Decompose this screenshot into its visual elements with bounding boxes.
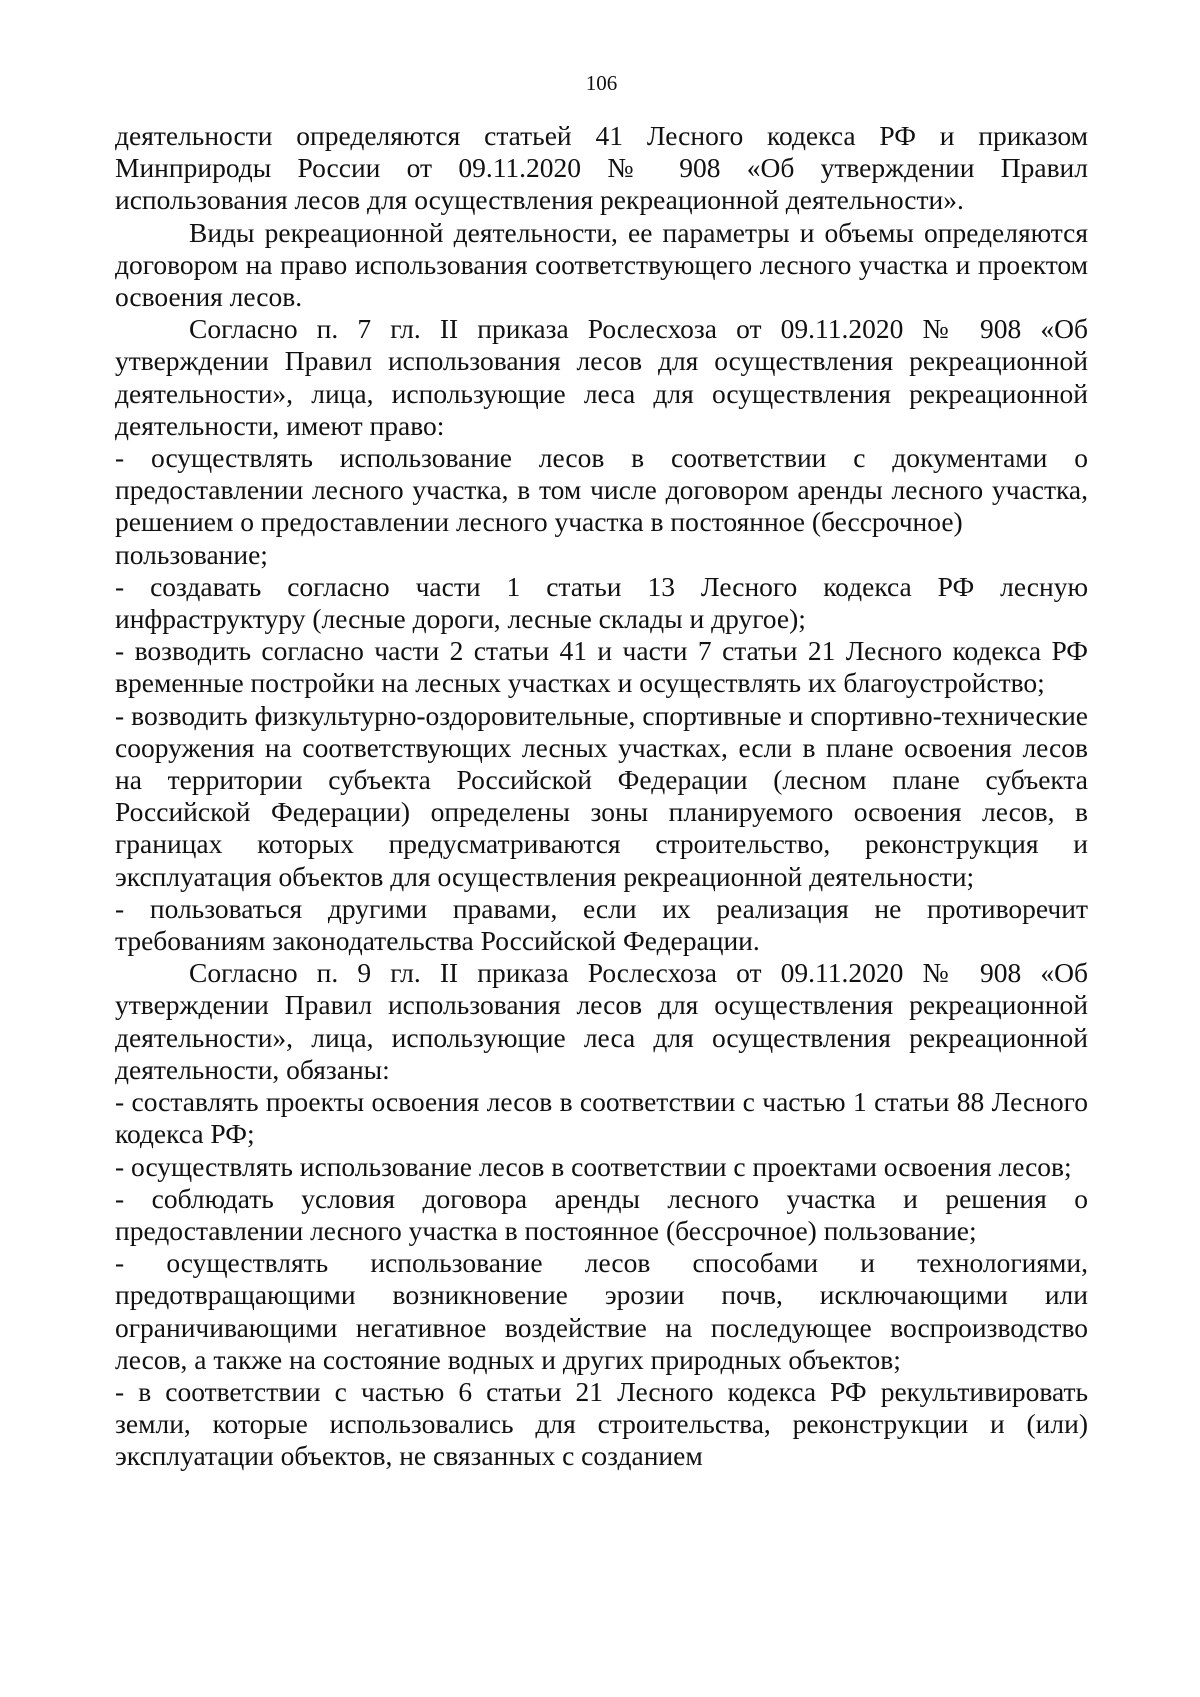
list-item-right-temporary-buildings: - возводить согласно части 2 статьи 41 и части 7 статьи 21 Лесного кодекса РФ временные постройки на лесных участках и осуществлять их благоустройство; — [115, 635, 1088, 699]
list-item-duty-projects: - составлять проекты освоения лесов в соответствии с частью 1 статьи 88 Лесного кодекса РФ; — [115, 1086, 1088, 1150]
list-item-right-infrastructure: - создавать согласно части 1 статьи 13 Лесного кодекса РФ лесную инфраструктуру (лесные дороги, лесные склады и другое); — [115, 570, 1088, 635]
list-item-right-use-forests: - осуществлять использование лесов в соответствии с документами о предоставлении лесного участка, в том числе договором аренды лесного участка, решением о предоставлении лесного участка в постоянное (бессрочное) — [115, 442, 1088, 538]
list-item-duty-erosion-prevention: - осуществлять использование лесов способами и технологиями, предотвращающими возникновение эрозии почв, исключающими или ограничивающими негативное воздействие на последующее воспроизводство лесов, а также на состояние водных и других природных объектов; — [115, 1247, 1088, 1375]
page-number: 106 — [585, 71, 618, 95]
paragraph-obligations-intro: Согласно п. 9 гл. II приказа Рослесхоза от 09.11.2020 № 908 «Об утверждении Правил использования лесов для осуществления рекреационной деятельности», лица, использующие леса для осуществления рекреационной деятельности, обязаны: — [115, 957, 1088, 1085]
paragraph-recreation-types: Виды рекреационной деятельности, ее параметры и объемы определяются договором на право использования соответствующего лесного участка и проектом освоения лесов. — [115, 216, 1088, 313]
paragraph-rights-intro: Согласно п. 7 гл. II приказа Рослесхоза от 09.11.2020 № 908 «Об утверждении Правил использования лесов для осуществления рекреационной деятельности», лица, использующие леса для осуществления рекреационной деятельности, имеют право: — [115, 313, 1088, 441]
list-item-duty-recultivation: - в соответствии с частью 6 статьи 21 Лесного кодекса РФ рекультивировать земли, которые использовались для строительства, реконструкции и (или) эксплуатации объектов, не связанных с созданием — [115, 1375, 1088, 1472]
list-item-duty-use-per-projects: - осуществлять использование лесов в соответствии с проектами освоения лесов; — [115, 1150, 1072, 1182]
list-item-right-sport-facilities: - возводить физкультурно-оздоровительные, спортивные и спортивно-технические сооружения на соответствующих лесных участках, если в плане освоения лесов на территории субъекта Российской Федерации (лесном плане субъекта Российской Федерации) определены зоны планируемого освоения лесов, в границах которых предусматриваются строительство, реконструкция и эксплуатация объектов для осуществления рекреационной деятельности; — [115, 699, 1088, 892]
document-page — [115, 70, 1088, 1473]
list-item-duty-contract-terms: - соблюдать условия договора аренды лесного участка и решения о предоставлении лесного участка в постоянное (бессрочное) пользование; — [115, 1182, 1088, 1246]
paragraph-continuation: деятельности определяются статьей 41 Лесного кодекса РФ и приказом Минприроды России от 09.11.2020 № 908 «Об утверждении Правил использования лесов для осуществления рекреационной деятельности». — [115, 120, 1088, 216]
list-item-right-other: - пользоваться другими правами, если их реализация не противоречит требованиям законодательства Российской Федерации. — [115, 892, 1088, 957]
list-item-right-use-forests-end: пользование; — [115, 538, 268, 570]
